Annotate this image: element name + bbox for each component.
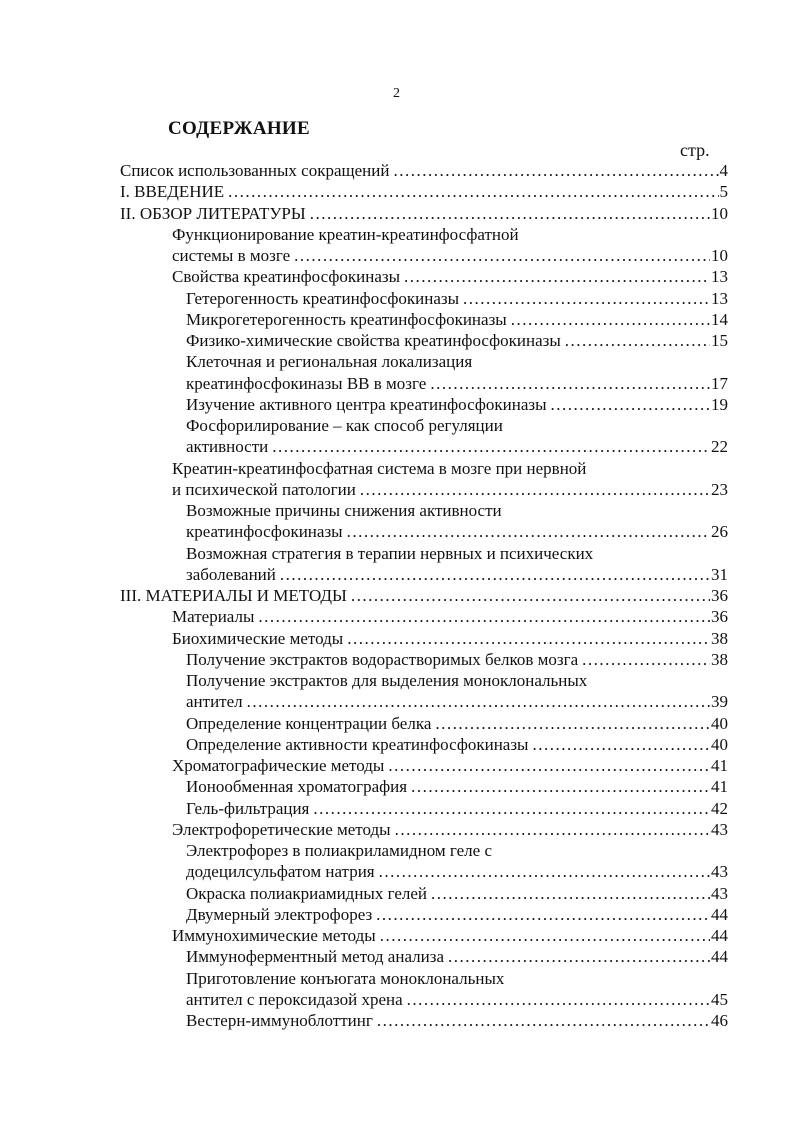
toc-dot-leader <box>393 160 718 181</box>
toc-entry-text: Микрогетерогенность креатинфосфокиназы <box>186 309 507 329</box>
toc-dot-leader <box>404 266 710 287</box>
toc-entry-page: 10 <box>711 203 728 223</box>
toc-dot-leader <box>463 288 710 309</box>
toc-dot-leader <box>377 1010 710 1031</box>
toc-entry-text: Функционирование креатин-креатинфосфатной <box>172 224 519 244</box>
toc-dot-leader <box>294 245 710 266</box>
toc-dot-leader <box>511 309 710 330</box>
toc-entry <box>120 458 728 479</box>
toc-entry <box>120 840 728 861</box>
toc-entry <box>120 861 728 882</box>
toc-entry-text: додецилсульфатом натрия <box>186 862 375 882</box>
toc-entry-text: Определение концентрации белка <box>186 713 432 733</box>
toc-entry-page: 13 <box>711 267 728 287</box>
toc-entry-page: 41 <box>711 756 728 775</box>
toc-entry-text: Получение экстрактов для выделения моноклональных <box>186 671 588 690</box>
toc-dot-leader <box>272 436 710 457</box>
toc-entry <box>120 309 728 330</box>
toc-entry <box>120 776 728 797</box>
page-title: СОДЕРЖАНИЕ <box>168 118 310 139</box>
toc-entry-text: заболеваний <box>186 564 276 584</box>
toc-entry <box>120 989 728 1010</box>
toc-entry-text: III. МАТЕРИАЛЫ И МЕТОДЫ <box>120 586 347 605</box>
toc-entry-text: Свойства креатинфосфокиназы <box>172 267 401 287</box>
toc-entry <box>120 521 728 542</box>
toc-entry <box>120 543 728 564</box>
toc-dot-leader <box>388 755 710 776</box>
toc-dot-leader <box>351 585 710 606</box>
toc-entry <box>120 500 728 521</box>
toc-dot-leader <box>380 925 710 946</box>
toc-entry-page: 13 <box>711 288 728 308</box>
toc-dot-leader <box>430 373 710 394</box>
toc-dot-leader <box>347 521 710 542</box>
toc-entry <box>120 288 728 309</box>
toc-entry-page: 43 <box>711 819 728 839</box>
toc-entry-text: антител с пероксидазой хрена <box>186 989 403 1009</box>
toc-entry-text: Возможная стратегия в терапии нервных и психических <box>186 543 594 563</box>
toc-dot-leader <box>258 606 710 627</box>
toc-dot-leader <box>435 713 710 734</box>
toc-dot-leader <box>347 628 710 649</box>
toc-entry-page: 44 <box>711 904 728 924</box>
toc-dot-leader <box>532 734 710 755</box>
toc-dot-leader <box>360 479 710 500</box>
toc-entry-text: Материалы <box>172 607 255 627</box>
toc-entry <box>120 479 728 500</box>
toc-entry-text: Окраска полиакриамидных гелей <box>186 883 428 903</box>
toc-entry-page: 43 <box>711 862 728 882</box>
toc-dot-leader <box>313 798 710 819</box>
toc-dot-leader <box>565 330 710 351</box>
toc-entry-text: I. ВВЕДЕНИЕ <box>120 182 225 202</box>
toc-entry-page: 43 <box>711 883 728 903</box>
toc-entry-page: 26 <box>711 522 728 542</box>
toc-entry-text: антител <box>186 692 243 712</box>
toc-entry-text: II. ОБЗОР ЛИТЕРАТУРЫ <box>120 203 306 223</box>
toc-entry <box>120 224 728 245</box>
toc-entry-text: Гетерогенность креатинфосфокиназы <box>186 288 460 308</box>
toc-entry-text: Биохимические методы <box>172 628 344 648</box>
toc-entry <box>120 925 728 946</box>
toc-dot-leader <box>551 394 710 415</box>
toc-entry-text: Вестерн-иммуноблоттинг <box>186 1011 373 1030</box>
toc-dot-leader <box>448 946 710 967</box>
toc-entry <box>120 628 728 649</box>
toc-entry-page: 14 <box>711 309 728 329</box>
toc-entry <box>120 394 728 415</box>
toc-entry-page: 44 <box>711 947 728 967</box>
toc-entry-text: Получение экстрактов водорастворимых белков мозга <box>186 649 579 669</box>
toc-entry-page: 44 <box>711 926 728 945</box>
toc-entry <box>120 160 728 181</box>
toc-entry <box>120 436 728 457</box>
toc-entry-text: и психической патологии <box>172 479 356 499</box>
toc-dot-leader <box>228 181 718 202</box>
toc-entry-text: активности <box>186 437 269 457</box>
toc-entry <box>120 798 728 819</box>
toc-entry-text: системы в мозге <box>172 246 291 265</box>
toc-entry <box>120 968 728 989</box>
toc-dot-leader <box>395 819 710 840</box>
toc-entry <box>120 203 728 224</box>
toc-entry-text: Двумерный электрофорез <box>186 904 373 924</box>
toc-dot-leader <box>411 776 710 797</box>
toc-entry-text: Возможные причины снижения активности <box>186 501 502 520</box>
toc-entry <box>120 1010 728 1031</box>
toc-entry-page: 39 <box>711 692 728 712</box>
toc-entry-page: 41 <box>711 777 728 797</box>
toc-entry-text: креатинфосфокиназы ВВ в мозге <box>186 373 427 393</box>
toc-dot-leader <box>379 861 710 882</box>
toc-entry-text: Креатин-креатинфосфатная система в мозге при нервной <box>172 458 587 478</box>
toc-entry-page: 45 <box>711 989 728 1009</box>
toc-entry-text: Хроматографические методы <box>172 756 385 775</box>
toc-dot-leader <box>407 989 710 1010</box>
page-number: 2 <box>393 86 400 101</box>
toc-entry-page: 4 <box>719 161 728 180</box>
toc-entry <box>120 564 728 585</box>
toc-entry <box>120 691 728 712</box>
toc-entry-page: 23 <box>711 479 728 499</box>
toc-entry-page: 40 <box>711 734 728 754</box>
toc-entry <box>120 946 728 967</box>
toc-entry-page: 36 <box>711 607 728 627</box>
toc-entry <box>120 373 728 394</box>
toc-entry-page: 19 <box>711 394 728 414</box>
table-of-contents <box>120 160 728 1031</box>
toc-entry <box>120 670 728 691</box>
toc-entry-text: Клеточная и региональная локализация <box>186 352 473 372</box>
toc-entry-page: 38 <box>711 649 728 669</box>
toc-entry <box>120 755 728 776</box>
toc-entry <box>120 904 728 925</box>
toc-entry-page: 36 <box>711 586 728 605</box>
toc-entry <box>120 351 728 372</box>
toc-entry <box>120 734 728 755</box>
toc-entry <box>120 713 728 734</box>
toc-dot-leader <box>247 691 710 712</box>
toc-entry-text: Приготовление конъюгата моноклональных <box>186 968 505 988</box>
toc-dot-leader <box>376 904 710 925</box>
toc-entry-page: 15 <box>711 331 728 350</box>
toc-entry-page: 10 <box>711 246 728 265</box>
toc-entry-text: Фосфорилирование – как способ регуляции <box>186 416 503 435</box>
toc-entry-text: Определение активности креатинфосфокиназы <box>186 734 529 754</box>
toc-entry <box>120 245 728 266</box>
toc-entry-text: Электрофоретические методы <box>172 819 391 839</box>
toc-entry-text: Иммунохимические методы <box>172 926 376 945</box>
toc-entry <box>120 415 728 436</box>
toc-entry <box>120 266 728 287</box>
toc-entry <box>120 181 728 202</box>
toc-dot-leader <box>310 203 710 224</box>
toc-entry-page: 38 <box>711 628 728 648</box>
toc-entry-text: Изучение активного центра креатинфосфокиназы <box>186 394 547 414</box>
toc-entry-text: Электрофорез в полиакриламидном геле с <box>186 841 492 860</box>
toc-entry <box>120 649 728 670</box>
toc-entry-page: 5 <box>719 182 728 202</box>
toc-entry-page: 46 <box>711 1011 728 1030</box>
toc-entry <box>120 819 728 840</box>
toc-entry-page: 40 <box>711 713 728 733</box>
toc-entry <box>120 585 728 606</box>
toc-dot-leader <box>280 564 710 585</box>
toc-entry-text: Иммуноферментный метод анализа <box>186 947 444 967</box>
toc-entry-page: 42 <box>711 798 728 818</box>
toc-entry-text: Список использованных сокращений <box>120 161 390 180</box>
page-column-label: стр. <box>680 140 710 160</box>
toc-entry-text: Ионообменная хроматография <box>186 777 408 797</box>
toc-entry <box>120 883 728 904</box>
toc-entry-text: креатинфосфокиназы <box>186 522 343 542</box>
toc-entry-page: 31 <box>711 564 728 584</box>
toc-entry-page: 22 <box>711 437 728 457</box>
toc-entry-text: Гель-фильтрация <box>186 798 310 818</box>
toc-dot-leader <box>582 649 710 670</box>
toc-entry <box>120 606 728 627</box>
toc-entry <box>120 330 728 351</box>
toc-entry-page: 17 <box>711 373 728 393</box>
toc-dot-leader <box>431 883 710 904</box>
toc-entry-text: Физико-химические свойства креатинфосфокиназы <box>186 331 561 350</box>
